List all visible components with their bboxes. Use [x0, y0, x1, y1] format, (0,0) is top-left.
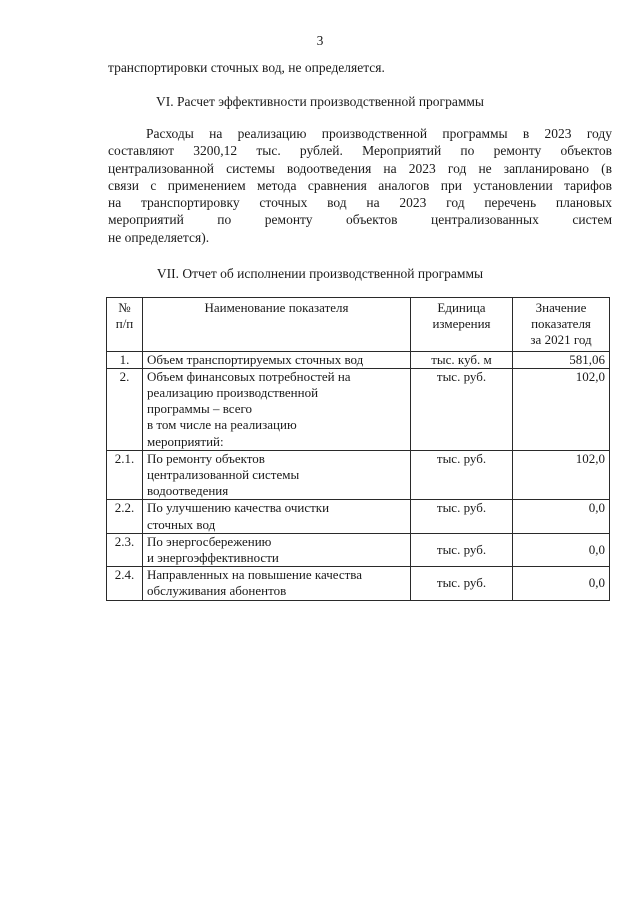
header-name: Наименование показателя: [143, 298, 411, 352]
section-6-paragraph: [108, 125, 612, 246]
section-6-heading: VI. Расчет эффективности производственной программы: [155, 94, 484, 109]
row-number: 2.4.: [107, 567, 143, 600]
paragraph-line: связи с применением метода сравнения аналогов при установлении тарифов: [108, 177, 612, 193]
report-table: [106, 297, 610, 601]
value-cell: 102,0: [513, 368, 610, 450]
paragraph-line: на транспортировку сточных вод на 2023 год перечень плановых: [108, 195, 612, 211]
paragraph-line: составляют 3200,12 тыс. рублей. Мероприятий по ремонту объектов: [108, 143, 612, 159]
row-number: 1.: [107, 351, 143, 368]
table-row: [107, 351, 610, 368]
header-unit: Единица измерения: [411, 298, 513, 352]
unit-cell: тыс. руб.: [411, 450, 513, 500]
paragraph-line: Расходы на реализацию производственной программы в 2023 году: [146, 126, 612, 141]
continuation-text: транспортировки сточных вод, не определяется.: [108, 60, 385, 75]
row-number: 2.2.: [107, 500, 143, 533]
unit-cell: тыс. руб.: [411, 533, 513, 566]
section-7-heading: VII. Отчет об исполнении производственной программы: [156, 266, 484, 281]
table-row: [107, 368, 610, 450]
page-number: 3: [316, 33, 324, 48]
value-cell: 0,0: [513, 500, 610, 533]
table-header-row: [107, 298, 610, 352]
paragraph-line: централизованной системы водоотведения на 2023 год не запланировано (в: [108, 160, 612, 176]
indicator-name: Объем финансовых потребностей на реализацию производственной программы – всего в том числе на реализацию мероприятий:: [143, 368, 411, 450]
indicator-name: Направленных на повышение качества обслуживания абонентов: [143, 567, 411, 600]
paragraph-line: не определяется).: [108, 229, 210, 245]
table-row: [107, 567, 610, 600]
unit-cell: тыс. руб.: [411, 368, 513, 450]
indicator-name: Объем транспортируемых сточных вод: [143, 351, 411, 368]
value-cell: 0,0: [513, 533, 610, 566]
header-num: № п/п: [107, 298, 143, 352]
table-row: [107, 450, 610, 500]
paragraph-line: мероприятий по ремонту объектов централизованных систем: [108, 212, 612, 228]
row-number: 2.1.: [107, 450, 143, 500]
value-cell: 102,0: [513, 450, 610, 500]
table-row: [107, 500, 610, 533]
value-cell: 0,0: [513, 567, 610, 600]
indicator-name: По энергосбережению и энергоэффективности: [143, 533, 411, 566]
table-row: [107, 533, 610, 566]
row-number: 2.: [107, 368, 143, 450]
value-cell: 581,06: [513, 351, 610, 368]
unit-cell: тыс. руб.: [411, 500, 513, 533]
unit-cell: тыс. руб.: [411, 567, 513, 600]
row-number: 2.3.: [107, 533, 143, 566]
header-value: Значение показателя за 2021 год: [513, 298, 610, 352]
indicator-name: По ремонту объектов централизованной системы водоотведения: [143, 450, 411, 500]
unit-cell: тыс. куб. м: [411, 351, 513, 368]
indicator-name: По улучшению качества очистки сточных вод: [143, 500, 411, 533]
